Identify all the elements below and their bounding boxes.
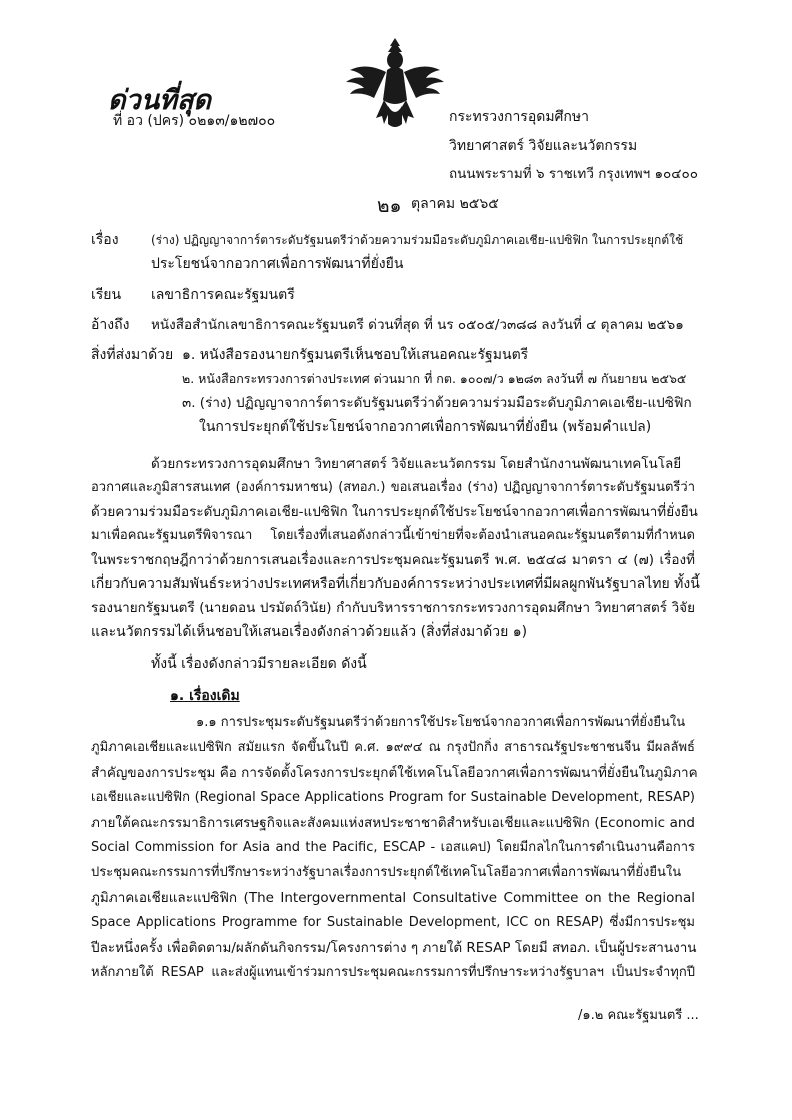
date-month-year: ตุลาคม ๒๕๖๕ — [411, 196, 499, 212]
subject-line2: ประโยชน์จากอวกาศเพื่อการพัฒนาที่ยั่งยืน — [151, 256, 404, 272]
paragraph-line: เอเชียและแปซิฟิก (Regional Space Applications Program for Sustainable Development, RESAP) — [91, 790, 695, 805]
paragraph-line: ภูมิภาคเอเชียและแปซิฟิก (The Intergovernmental Consultative Committee on the Regional — [91, 890, 695, 906]
date-day: ๒๑ — [377, 195, 402, 217]
paragraph-line: Social Commission for Asia and the Pacific, ESCAP - เอสแคป) โดยมีกลไกในการดำเนินงานคือการ — [91, 840, 695, 855]
agency-address: ถนนพระรามที่ ๖ ราชเทวี กรุงเทพฯ ๑๐๔๐๐ — [449, 166, 698, 182]
paragraph-line: เกี่ยวกับความสัมพันธ์ระหว่างประเทศหรือที่เกี่ยวกับองค์การระหว่างประเทศที่มีผลผูกพันรัฐบาลไทย ทั้งนี้ — [91, 576, 700, 592]
paragraph-line: Space Applications Programme for Sustainable Development, ICC on RESAP) ซึ่งมีการประชุม — [91, 915, 695, 930]
paragraph-line: ประชุมคณะกรรมการที่ปรึกษาระหว่างรัฐบาลเรื่องการประยุกต์ใช้เทคโนโลยีอวกาศเพื่อการพัฒนาที่ยั่งยืนใน — [91, 865, 682, 880]
reference-value: หนังสือสำนักเลขาธิการคณะรัฐมนตรี ด่วนที่สุด ที่ นร ๐๕๐๕/ว๓๘๘ ลงวันที่ ๔ ตุลาคม ๒๕๖๑ — [151, 317, 684, 333]
urgency-label: ด่วนที่สุด — [108, 85, 211, 116]
enclosure-item-1: ๑. หนังสือรองนายกรัฐมนตรีเห็นชอบให้เสนอคณะรัฐมนตรี — [182, 347, 529, 363]
paragraph-line: และนวัตกรรมได้เห็นชอบให้เสนอเรื่องดังกล่าวด้วยแล้ว (สิ่งที่ส่งมาด้วย ๑) — [91, 624, 528, 640]
agency-name-line2: วิทยาศาสตร์ วิจัยและนวัตกรรม — [449, 138, 638, 154]
paragraph-line: สำคัญของการประชุม คือ การจัดตั้งโครงการประยุกต์ใช้เทคโนโลยีอวกาศเพื่อการพัฒนาที่ยั่งยืนในภูมิภาค — [91, 765, 698, 781]
agency-name-line1: กระทรวงการอุดมศึกษา — [449, 109, 589, 125]
subject-label: เรื่อง — [91, 232, 119, 248]
to-label: เรียน — [91, 287, 122, 303]
paragraph-line: รองนายกรัฐมนตรี (นายดอน ปรมัตถ์วินัย) กำกับบริหารราชการกระทรวงการอุดมศึกษา วิทยาศาสตร์ วิจัย — [91, 600, 695, 616]
continuation-marker: /๑.๒ คณะรัฐมนตรี ... — [578, 1008, 699, 1023]
section-heading: ๑. เรื่องเดิม — [170, 688, 240, 704]
paragraph-line: ปีละหนึ่งครั้ง เพื่อติดตาม/ผลักดันกิจกรรม/โครงการต่าง ๆ ภายใต้ RESAP โดยมี สทอภ. เป็นผู้ประสานงาน — [91, 940, 697, 956]
paragraph-line: ๑.๑ การประชุมระดับรัฐมนตรีว่าด้วยการใช้ประโยชน์จากอวกาศเพื่อการพัฒนาที่ยั่งยืนใน — [196, 715, 686, 730]
subject-line1: (ร่าง) ปฏิญญาจาการ์ตาระดับรัฐมนตรีว่าด้วยความร่วมมือระดับภูมิภาคเอเชีย-แปซิฟิก ในการประยุกต์ใช้ — [151, 233, 684, 247]
paragraph-line: ด้วยกระทรวงการอุดมศึกษา วิทยาศาสตร์ วิจัยและนวัตกรรม โดยสำนักงานพัฒนาเทคโนโลยี — [151, 456, 682, 472]
enclosure-item-3: ๓. (ร่าง) ปฏิญญาจาการ์ตาระดับรัฐมนตรีว่าด้วยความร่วมมือระดับภูมิภาคเอเชีย-แปซิฟิก — [182, 395, 692, 411]
garuda-emblem-icon — [340, 30, 450, 140]
paragraph-intro: ทั้งนี้ เรื่องดังกล่าวมีรายละเอียด ดังนี้ — [151, 656, 367, 672]
enclosures-label: สิ่งที่ส่งมาด้วย — [91, 347, 174, 363]
to-value: เลขาธิการคณะรัฐมนตรี — [151, 287, 295, 303]
document-reference-number: ที่ อว (ปคร) ๐๒๑๓/๑๒๗๐๐ — [113, 113, 276, 129]
reference-label: อ้างถึง — [91, 317, 130, 333]
paragraph-line: ด้วยความร่วมมือระดับภูมิภาคเอเชีย-แปซิฟิก ในการประยุกต์ใช้ประโยชน์จากอวกาศเพื่อการพัฒนาที่ยั่งยืน — [91, 504, 698, 520]
enclosure-item-3-continuation: ในการประยุกต์ใช้ประโยชน์จากอวกาศเพื่อการพัฒนาที่ยั่งยืน (พร้อมคำแปล) — [199, 419, 652, 435]
enclosure-item-2: ๒. หนังสือกระทรวงการต่างประเทศ ด่วนมาก ที่ กต. ๑๐๐๗/ว ๑๒๘๓ ลงวันที่ ๗ กันยายน ๒๕๖๕ — [182, 371, 687, 386]
paragraph-line: อวกาศและภูมิสารสนเทศ (องค์การมหาชน) (สทอภ.) ขอเสนอเรื่อง (ร่าง) ปฏิญญาจาการ์ตาระดับรัฐมนตรีว่า — [91, 480, 695, 495]
paragraph-line: ภูมิภาคเอเชียและแปซิฟิก สมัยแรก จัดขึ้นในปี ค.ศ. ๑๙๙๔ ณ กรุงปักกิ่ง สาธารณรัฐประชาชนจีน มีผลลัพธ์ — [91, 740, 695, 755]
paragraph-line: มาเพื่อคณะรัฐมนตรีพิจารณา โดยเรื่องที่เสนอดังกล่าวนี้เข้าข่ายที่จะต้องนำเสนอคณะรัฐมนตรีตามที่กำหนด — [91, 528, 695, 543]
paragraph-line: หลักภายใต้ RESAP และส่งผู้แทนเข้าร่วมการประชุมคณะกรรมการที่ปรึกษาระหว่างรัฐบาลฯ เป็นประจำทุกปี — [91, 965, 695, 980]
paragraph-line: ภายใต้คณะกรรมาธิการเศรษฐกิจและสังคมแห่งสหประชาชาติสำหรับเอเชียและแปซิฟิก (Economic and — [91, 815, 695, 831]
paragraph-line: ในพระราชกฤษฎีกาว่าด้วยการเสนอเรื่องและการประชุมคณะรัฐมนตรี พ.ศ. ๒๕๔๘ มาตรา ๔ (๗) เรื่องที่ — [91, 552, 695, 568]
